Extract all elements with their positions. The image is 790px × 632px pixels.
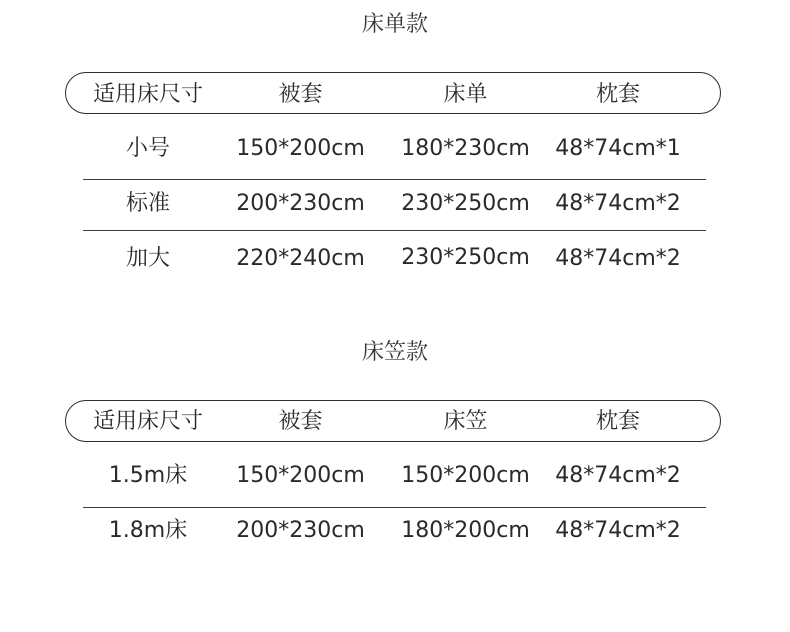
header-fitted-sheet: 床笠: [443, 409, 488, 434]
section-title-sheet: 床单款: [361, 12, 428, 37]
section-title-fitted: 床笠款: [361, 340, 428, 365]
row-sheet-size: 180*230cm: [401, 136, 530, 161]
row-duvet-size: 200*230cm: [236, 518, 365, 543]
row-fitted-size: 180*200cm: [401, 518, 530, 543]
row-duvet-size: 220*240cm: [236, 246, 365, 271]
row-size-label: 标准: [125, 191, 170, 216]
row-divider: [83, 179, 706, 180]
row-duvet-size: 150*200cm: [236, 136, 365, 161]
row-divider: [83, 507, 706, 508]
row-duvet-size: 150*200cm: [236, 463, 365, 488]
row-pillow-size: 48*74cm*2: [555, 246, 681, 271]
header-bed-size: 适用床尺寸: [92, 82, 203, 107]
row-size-label: 小号: [125, 136, 170, 161]
row-pillow-size: 48*74cm*2: [555, 518, 681, 543]
row-fitted-size: 150*200cm: [401, 463, 530, 488]
row-size-label: 1.5m床: [108, 463, 188, 488]
row-divider: [83, 230, 706, 231]
row-duvet-size: 200*230cm: [236, 191, 365, 216]
row-size-label: 加大: [125, 246, 170, 271]
row-pillow-size: 48*74cm*2: [555, 463, 681, 488]
header-duvet-cover: 被套: [278, 82, 323, 107]
row-sheet-size: 230*250cm: [401, 191, 530, 216]
row-size-label: 1.8m床: [108, 518, 188, 543]
header-duvet-cover: 被套: [278, 409, 323, 434]
header-pillowcase: 枕套: [595, 409, 640, 434]
row-pillow-size: 48*74cm*2: [555, 191, 681, 216]
row-sheet-size: 230*250cm: [401, 245, 530, 270]
header-bed-size: 适用床尺寸: [92, 409, 203, 434]
header-bed-sheet: 床单: [443, 82, 488, 107]
row-pillow-size: 48*74cm*1: [555, 136, 681, 161]
header-pillowcase: 枕套: [595, 82, 640, 107]
